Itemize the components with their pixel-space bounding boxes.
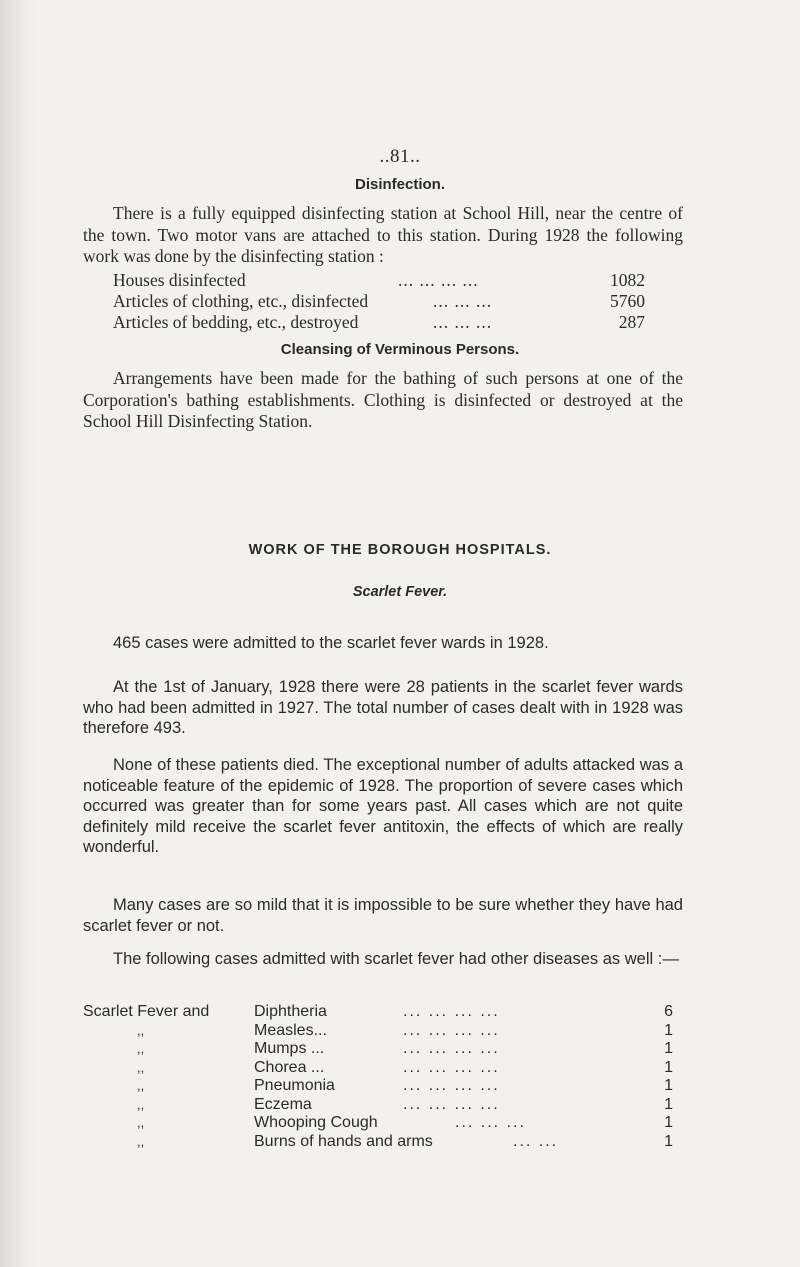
disease-name: Whooping Cough <box>254 1114 378 1131</box>
hospitals-heading: WORK OF THE BOROUGH HOSPITALS. <box>248 542 552 558</box>
disease-count: 1 <box>664 1132 673 1150</box>
ditto-mark: ,, <box>137 1133 145 1149</box>
disease-name: Eczema <box>254 1095 312 1113</box>
row-leader-dots: ... ... ... ... <box>398 270 479 290</box>
ditto-mark: ,, <box>137 1115 145 1130</box>
ditto-mark: ,, <box>137 1078 145 1093</box>
admissions-paragraph: 465 cases were admitted to the scarlet fever wards in 1928. <box>113 634 549 652</box>
other-diseases-list <box>83 1003 683 1151</box>
list-item <box>83 1059 683 1078</box>
leader-dots: ... ... ... ... <box>403 1058 500 1076</box>
row-leader-dots: ... ... ... <box>433 312 493 332</box>
disease-name: Chorea ... <box>254 1058 325 1076</box>
list-item <box>83 1096 683 1115</box>
list-item <box>83 1114 683 1133</box>
mild-cases-paragraph: Many cases are so mild that it is impossible to be sure whether they have had scarlet fever or not. <box>83 896 683 935</box>
disease-name: Measles... <box>254 1021 327 1039</box>
disease-count: 6 <box>664 1003 673 1020</box>
row-value: 287 <box>618 312 645 332</box>
leader-dots: ... ... ... ... <box>403 1095 500 1113</box>
row-label: Articles of clothing, etc., disinfected <box>113 291 369 311</box>
ditto-mark: ,, <box>137 1096 145 1112</box>
disease-count: 1 <box>664 1114 673 1131</box>
row-value: 1082 <box>610 270 645 290</box>
disinfection-paragraph: There is a fully equipped disinfecting station at School Hill, near the centre of the town. Two motor vans are attached to this station. During 1928 the following work was done by the disinfecting station : <box>83 203 683 266</box>
deaths-paragraph: None of these patients died. The exceptional number of adults attacked was a noticeable feature of the epidemic of 1928. The proportion of severe cases which occurred was greater than for some years past. All cases which are not quite definitely mild receive the scarlet fever antitoxin, the effects of which are really wonderful. <box>83 756 683 856</box>
january-paragraph: At the 1st of January, 1928 there were 28 patients in the scarlet fever wards who had been admitted in 1927. The total number of cases dealt with in 1928 was therefore 493. <box>83 678 683 737</box>
table-row <box>113 270 668 291</box>
row-leader-dots: ... ... ... <box>433 291 493 311</box>
leader-dots: ... ... <box>513 1132 559 1150</box>
ditto-mark: ,, <box>137 1022 145 1038</box>
leader-dots: ... ... ... ... <box>403 1021 500 1039</box>
table-row <box>113 312 668 333</box>
other-diseases-paragraph: The following cases admitted with scarlet fever had other diseases as well :— <box>113 950 679 968</box>
list-item <box>83 1040 683 1059</box>
leader-dots: ... ... ... ... <box>403 1003 500 1020</box>
list-item <box>83 1133 683 1152</box>
page-number: ..81.. <box>379 146 421 167</box>
leader-dots: ... ... ... ... <box>403 1040 500 1057</box>
disease-count: 1 <box>664 1077 673 1094</box>
cleansing-paragraph: Arrangements have been made for the bathing of such persons at one of the Corporation's bathing establishments. Clothing is disinfected or destroyed at the School Hill Disinfecting Station. <box>83 368 683 431</box>
list-item <box>83 1077 683 1096</box>
disease-count: 1 <box>664 1095 673 1113</box>
leader-dots: ... ... ... ... <box>403 1077 500 1094</box>
disease-count: 1 <box>664 1058 673 1076</box>
ditto-mark: ,, <box>137 1059 145 1075</box>
list-item <box>83 1003 683 1022</box>
disease-count: 1 <box>664 1021 673 1039</box>
disease-name: Diphtheria <box>254 1003 327 1020</box>
disinfection-heading: Disinfection. <box>354 176 445 193</box>
row-value: 5760 <box>610 291 645 311</box>
row-label: Houses disinfected <box>113 270 246 290</box>
disease-name: Mumps ... <box>254 1040 325 1057</box>
prefix-text: Scarlet Fever and <box>83 1003 210 1020</box>
list-item <box>83 1022 683 1041</box>
table-row <box>113 291 668 312</box>
scarlet-fever-subheading: Scarlet Fever. <box>352 584 448 600</box>
disease-name: Pneumonia <box>254 1077 335 1094</box>
row-label: Articles of bedding, etc., destroyed <box>113 312 359 332</box>
leader-dots: ... ... ... <box>455 1114 526 1131</box>
cleansing-heading: Cleansing of Verminous Persons. <box>280 341 520 358</box>
disinfection-table <box>113 270 668 333</box>
disease-count: 1 <box>664 1040 673 1057</box>
ditto-mark: ,, <box>137 1041 145 1056</box>
disease-name: Burns of hands and arms <box>254 1132 433 1150</box>
